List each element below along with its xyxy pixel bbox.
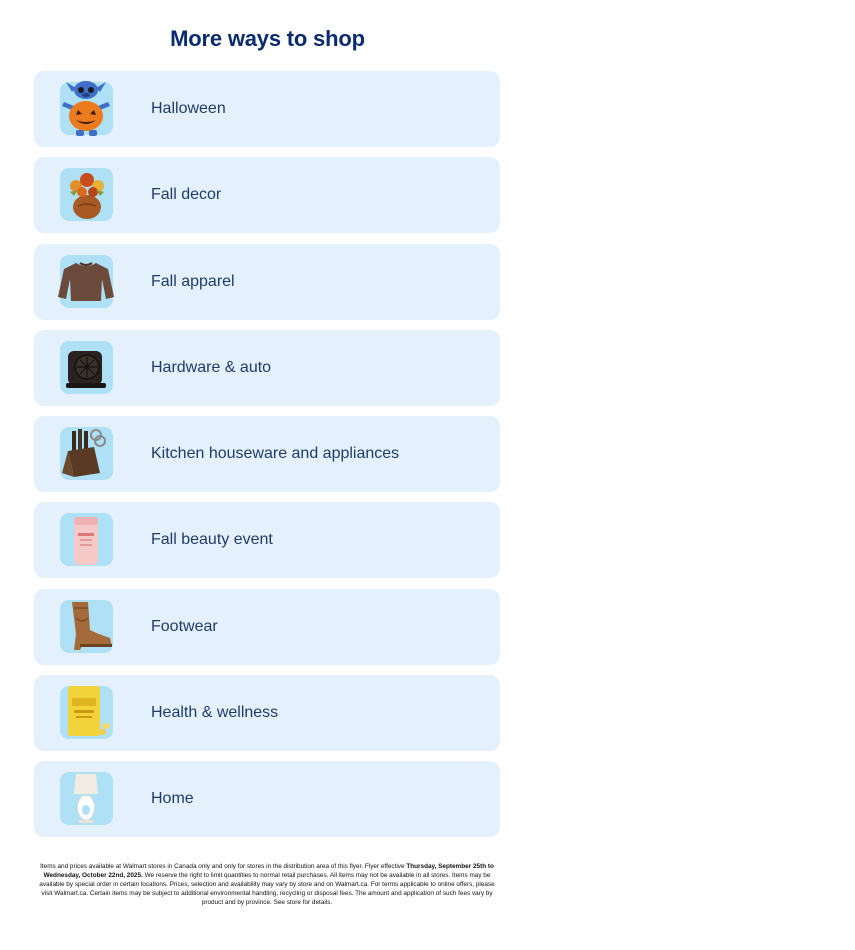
- category-card-health-wellness[interactable]: [34, 675, 500, 751]
- knife-block-icon: [60, 427, 113, 480]
- category-card-kitchen[interactable]: [34, 416, 500, 492]
- fall-decor-floral-icon: [60, 168, 113, 221]
- legal-disclaimer: [34, 862, 500, 907]
- vitamin-pouch-icon: [60, 686, 113, 739]
- category-label: Fall decor: [151, 186, 222, 204]
- category-label: Footwear: [151, 617, 218, 635]
- category-label: Halloween: [151, 100, 226, 117]
- space-heater-icon: [60, 341, 113, 394]
- cowboy-boot-icon: [60, 600, 113, 653]
- halloween-pumpkin-plush-icon: [60, 82, 113, 135]
- disclaimer-text: Items and prices available at Walmart stores in Canada only and only for stores in the distribution area of this flyer. Flyer effective: [40, 863, 407, 870]
- category-card-fall-beauty[interactable]: [34, 502, 500, 578]
- category-label: Home: [151, 790, 194, 807]
- beauty-product-icon: [60, 513, 113, 566]
- category-label: Fall apparel: [151, 272, 235, 290]
- table-lamp-icon: [60, 772, 113, 825]
- category-label: Health & wellness: [151, 703, 279, 721]
- category-card-halloween[interactable]: [34, 71, 500, 147]
- category-label: Fall beauty event: [151, 531, 273, 549]
- category-label: Hardware & auto: [151, 358, 272, 376]
- category-label: Kitchen houseware and appliances: [151, 445, 400, 462]
- disclaimer-text: We reserve the right to limit quantities to normal retail purchases. All items may not be available in all stores. Items may be available by special order in certain locations. Prices, selection and availability may vary by store and on Walmart.ca. For terms applicable to online offers, please visit Walmart.ca. Certain items may be subject to additional environmental handling, recycling or disposal fees. The amount and application of such fees vary by product and by province. See store for details.: [39, 872, 495, 906]
- category-card-footwear[interactable]: [34, 589, 500, 665]
- category-card-home[interactable]: [34, 761, 500, 837]
- category-card-hardware-auto[interactable]: [34, 330, 500, 406]
- disclaimer-dates: Thursday, September 25th to Wednesday, October 22nd, 2025.: [43, 863, 494, 879]
- category-card-fall-apparel[interactable]: [34, 244, 500, 320]
- category-card-fall-decor[interactable]: [34, 157, 500, 233]
- section-heading: More ways to shop: [170, 26, 365, 51]
- sweater-icon: [60, 255, 113, 308]
- category-list: [34, 71, 500, 847]
